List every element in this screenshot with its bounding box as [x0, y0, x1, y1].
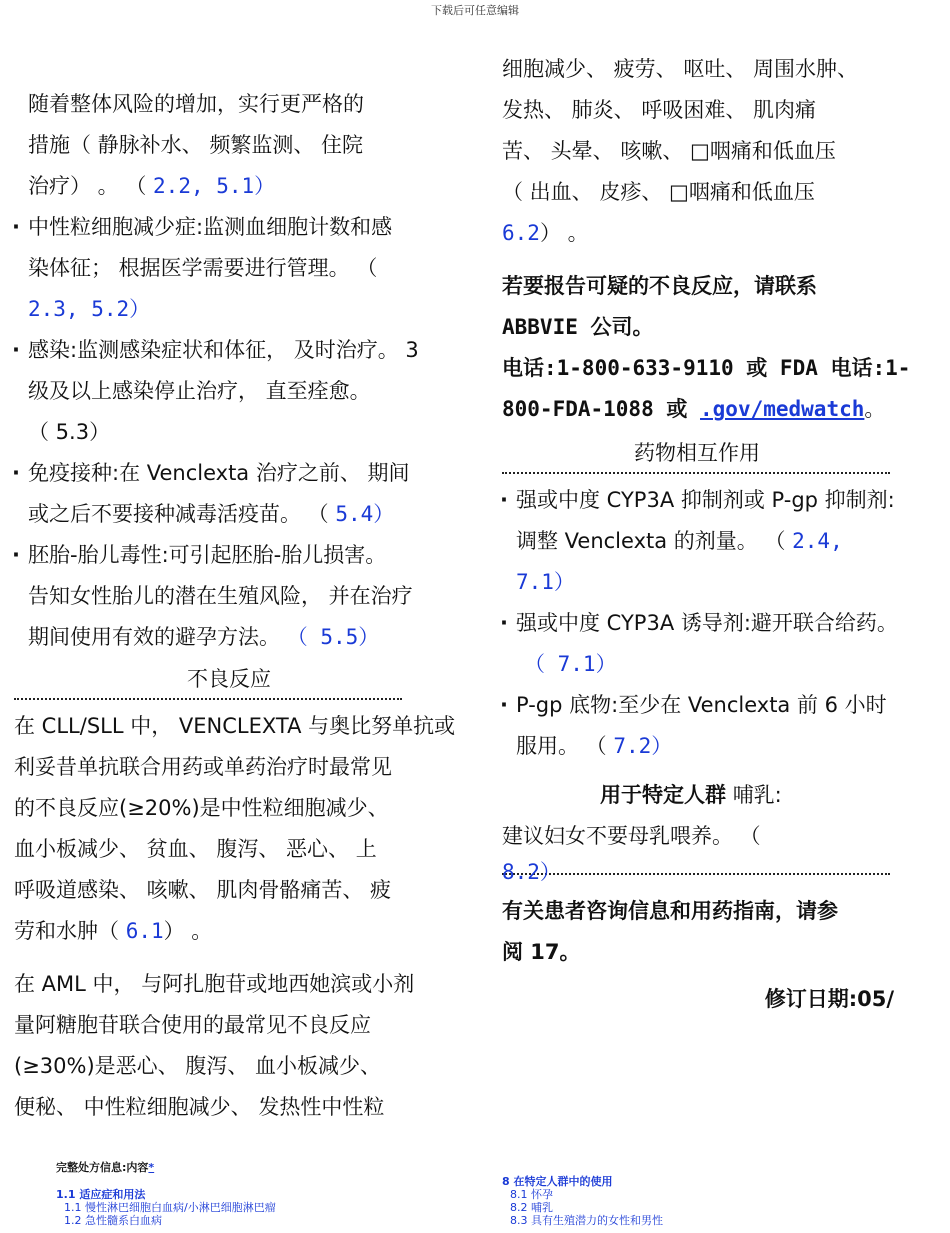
text-line: 治疗） 。 （ — [28, 174, 154, 198]
medwatch-link[interactable]: .gov/medwatch — [700, 397, 865, 421]
bullet-cyp3a-inducers — [502, 603, 902, 685]
contents-item[interactable]: 1.2 急性髓系白血病 — [64, 1214, 162, 1227]
text-line: · 感染:监测感染症状和体征， 及时治疗。 3 — [28, 338, 419, 362]
adverse-continued — [502, 49, 902, 254]
section-reference[interactable]: （ 5.5） — [286, 625, 380, 649]
text-line: 发热、 肺炎、 呼吸困难、 肌肉痛 — [502, 98, 817, 122]
text-line: 阅 17。 — [502, 940, 581, 964]
text-line: 细胞减少、 疲劳、 呕吐、 周围水肿、 — [502, 57, 859, 81]
bullet-vaccination — [14, 453, 434, 535]
text-line: 在 AML 中， 与阿扎胞苷或地西她滨或小剂 — [14, 972, 415, 996]
contents-item[interactable]: 8.3 具有生殖潜力的女性和男性 — [510, 1214, 663, 1227]
lactation-subtitle: 哺乳: — [732, 783, 782, 807]
text-line: · 强或中度 CYP3A 诱导剂:避开联合给药。 — [516, 611, 898, 635]
contents-item[interactable]: 1.1 慢性淋巴细胞白血病/小淋巴细胞淋巴瘤 — [64, 1201, 276, 1214]
bullet-infection — [14, 330, 434, 453]
text-line: 便秘、 中性粒细胞减少、 发热性中性粒 — [14, 1095, 385, 1119]
text-line: 苦、 头晕、 咳嗽、 □咽痛和低血压 — [502, 139, 836, 163]
report-contact — [502, 266, 911, 430]
text-line: 服用。 （ — [516, 734, 614, 758]
text-line: 在 CLL/SLL 中， VENCLEXTA 与奥比努单抗或 — [14, 714, 456, 738]
text-line: ） 。 — [163, 919, 213, 943]
section-reference[interactable]: 5.4） — [335, 502, 395, 526]
bullet-pgp-substrates — [502, 685, 902, 767]
contents-star-link[interactable]: * — [148, 1161, 155, 1174]
bullet-cyp3a-inhibitors — [502, 480, 902, 603]
adverse-reactions-title: 不良反应 — [187, 667, 271, 691]
revision-date: 修订日期:05/ — [764, 987, 894, 1011]
text-line: (≥30%)是恶心、 腹泻、 血小板减少、 — [14, 1054, 382, 1078]
page-header: 下载后可任意编辑 — [431, 4, 519, 17]
drug-interactions-title: 药物相互作用 — [634, 441, 760, 465]
dotted-divider — [14, 698, 402, 700]
section-reference[interactable]: 2.3, 5.2） — [28, 297, 151, 321]
contents-item[interactable]: 8.2 哺乳 — [510, 1201, 553, 1214]
text-line: ABBVIE 公司。 — [502, 315, 654, 339]
specific-populations-heading — [502, 775, 902, 816]
section-reference[interactable]: （ 7.1） — [524, 652, 617, 676]
text-line: 800-FDA-1088 或 — [502, 397, 701, 421]
text-line: 建议妇女不要母乳喂养。 （ — [502, 824, 761, 848]
left-column — [14, 84, 456, 1128]
text-line: 或之后不要接种减毒活疫苗。 （ — [28, 502, 336, 526]
adverse-paragraph-cll — [14, 706, 456, 952]
text-line: 劳和水肿（ — [14, 919, 126, 943]
patient-counseling — [502, 891, 902, 973]
text-line: 若要报告可疑的不良反应，请联系 — [502, 274, 817, 298]
warning-paragraph — [14, 84, 434, 207]
text-line: 有关患者咨询信息和用药指南，请参 — [502, 899, 838, 923]
text-line: 措施（ 静脉补水、 频繁监测、 住院 — [28, 133, 364, 157]
text-line: 染体征； 根据医学需要进行管理。 （ — [28, 256, 378, 280]
phone-numbers: 电话:1-800-633-9110 或 FDA 电话:1- — [502, 356, 911, 380]
section-reference[interactable]: 2.2, 5.1） — [153, 174, 276, 198]
contents-title: 完整处方信息:内容 — [56, 1161, 149, 1174]
section-reference[interactable]: 2.4, — [792, 529, 843, 553]
text-line: 的不良反应(≥20%)是中性粒细胞减少、 — [14, 796, 389, 820]
text-line: 呼吸道感染、 咳嗽、 肌肉骨骼痛苦、 疲 — [14, 878, 392, 902]
right-column — [502, 49, 911, 1020]
text-line: 随着整体风险的增加，实行更严格的 — [28, 92, 364, 116]
text-line: （ 出血、 皮疹、 □咽痛和低血压 — [502, 180, 815, 204]
text-line: 量阿糖胞苷联合使用的最常见不良反应 — [14, 1013, 371, 1037]
text-line: · 强或中度 CYP3A 抑制剂或 P-gp 抑制剂: — [516, 488, 895, 512]
text-line: 告知女性胎儿的潜在生殖风险， 并在治疗 — [28, 584, 413, 608]
text-line: 。 — [864, 397, 886, 421]
contents-item[interactable]: 8 在特定人群中的使用 — [502, 1175, 613, 1188]
section-reference[interactable]: 7.1） — [516, 570, 575, 594]
text-line: 期间使用有效的避孕方法。 — [28, 625, 287, 649]
text-line: 利妥昔单抗联合用药或单药治疗时最常见 — [14, 755, 392, 779]
contents-item[interactable]: 8.1 怀孕 — [510, 1188, 553, 1201]
section-reference[interactable]: 6.1 — [125, 919, 164, 943]
footer-contents-right — [502, 1175, 663, 1227]
adverse-paragraph-aml — [14, 964, 434, 1128]
section-reference[interactable]: 8.2） — [502, 860, 561, 884]
text-line: 血小板减少、 贫血、 腹泻、 恶心、 上 — [14, 837, 377, 861]
text-line: · 胚胎-胎儿毒性:可引起胚胎-胎儿损害。 — [28, 543, 387, 567]
text-line: ） 。 — [539, 221, 589, 245]
text-line: · P-gp 底物:至少在 Venclexta 前 6 小时 — [516, 693, 887, 717]
text-line: 级及以上感染停止治疗， 直至痊愈。 — [28, 379, 371, 403]
section-reference[interactable]: 6.2 — [502, 221, 540, 245]
contents-item[interactable]: 1.1 适应症和用法 — [56, 1188, 146, 1201]
text-line: （ 5.3） — [28, 420, 111, 444]
section-reference[interactable]: 7.2） — [613, 734, 673, 758]
dotted-divider — [502, 472, 890, 474]
bullet-embryo-fetal — [14, 535, 434, 658]
text-line: · 中性粒细胞减少症:监测血细胞计数和感 — [28, 215, 393, 239]
bullet-neutropenia — [14, 207, 434, 330]
text-line: 调整 Venclexta 的剂量。 （ — [516, 529, 793, 553]
text-line: · 免疫接种:在 Venclexta 治疗之前、 期间 — [28, 461, 410, 485]
specific-populations-title: 用于特定人群 — [600, 783, 726, 807]
footer-contents-left — [56, 1161, 276, 1227]
